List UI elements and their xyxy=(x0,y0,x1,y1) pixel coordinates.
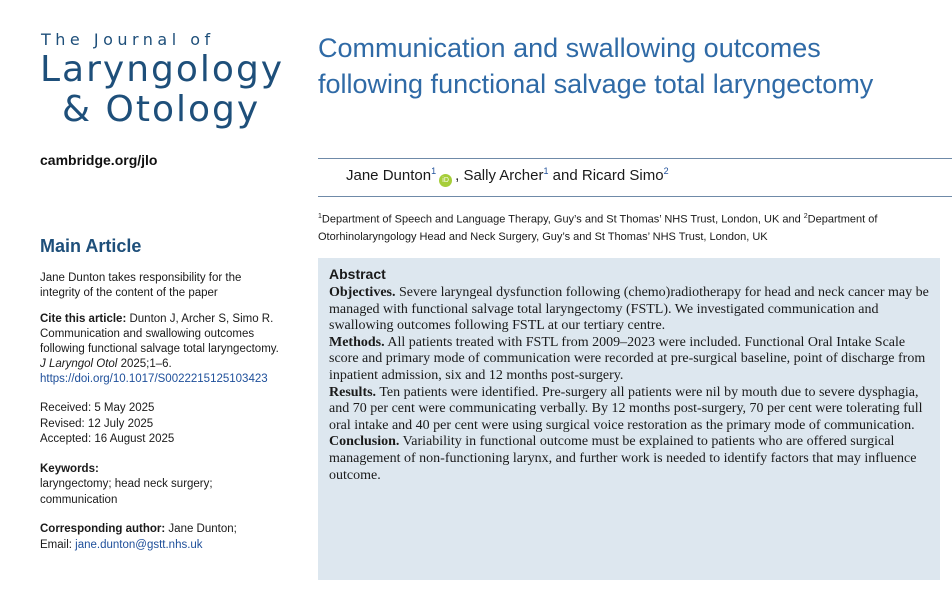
abstract-box xyxy=(318,258,940,580)
cite-label: Cite this article: xyxy=(40,313,127,325)
author-separator: and xyxy=(548,167,582,184)
objectives-label: Objectives. xyxy=(329,285,396,300)
journal-logo xyxy=(40,30,290,130)
conclusion-label: Conclusion. xyxy=(329,434,400,450)
corr-label: Corresponding author: xyxy=(40,523,166,535)
author-affil-sup: 2 xyxy=(663,166,669,176)
article-section: Main Article xyxy=(40,236,142,256)
affiliation-2: Department of Otorhinolaryngology Head and Neck Surgery, Guy’s and St Thomas’ NHS Trust, London, UK xyxy=(318,213,878,243)
article-header xyxy=(318,30,952,483)
cite-text: Dunton J, Archer S, Simo R. Communication and swallowing outcomes following functional salvage total laryngectomy. xyxy=(40,313,279,355)
citation xyxy=(40,312,285,387)
cite-journal: J Laryngol Otol xyxy=(40,358,118,370)
abstract-conclusion xyxy=(329,434,930,484)
methods-text: All patients treated with FSTL from 2009–2023 were included. Functional Oral Intake Scale score and primary mode of communication were recorded at pre-surgical baseline, point of discharge from inpatient admission, six and 12 months post-surgery. xyxy=(329,334,926,383)
article-title: Communication and swallowing outcomes following functional salvage total laryngectomy xyxy=(318,33,874,99)
author-name: Ricard Simo xyxy=(581,167,664,184)
journal-name-line2: & Otology xyxy=(62,89,261,130)
abstract-results xyxy=(329,385,930,435)
orcid-icon[interactable]: iD xyxy=(439,174,452,187)
doi-link[interactable]: https://doi.org/10.1017/S0022215125103423 xyxy=(40,373,268,385)
revised-date: Revised: 12 July 2025 xyxy=(40,417,154,430)
results-text: Ten patients were identified. Pre-surgery all patients were nil by mouth due to severe dysphagia, and 70 per cent were communicating verbally. By 12 months post-surgery, 70 per cent were tolerating full oral intake and 40 per cent were using surgical voice restoration as the primary mode of communication. xyxy=(329,384,923,433)
keywords-list: laryngectomy; head neck surgery; communication xyxy=(40,478,213,506)
affiliation-1: Department of Speech and Language Therapy, Guy’s and St Thomas’ NHS Trust, London, UK and xyxy=(321,213,804,226)
title-divider xyxy=(318,158,952,159)
affiliations xyxy=(318,208,952,246)
abstract-body xyxy=(329,285,930,484)
responsibility-note: Jane Dunton takes responsibility for the integrity of the content of the paper xyxy=(40,272,242,299)
authors-divider xyxy=(318,196,952,197)
abstract-objectives xyxy=(329,285,930,335)
accepted-date: Accepted: 16 August 2025 xyxy=(40,433,175,445)
corresponding-author xyxy=(40,522,290,553)
keywords xyxy=(40,462,290,509)
author-name: Sally Archer xyxy=(463,167,544,184)
sidebar xyxy=(40,30,290,553)
affil-sup: 1 xyxy=(318,213,322,220)
corr-name: Jane Dunton; xyxy=(168,523,237,535)
author-name: Jane Dunton xyxy=(346,167,432,184)
author-separator: , xyxy=(455,167,464,184)
email-label: Email: xyxy=(40,538,72,551)
conclusion-text: Variability in functional outcome must be explained to patients who are offered surgical management of non-functioning larynx, and further work is needed to identify factors that may influence outcome. xyxy=(329,434,917,483)
cite-tail: 2025;1–6. xyxy=(120,358,172,370)
received-date: Received: 5 May 2025 xyxy=(40,402,155,414)
author-list xyxy=(346,166,669,187)
article-dates xyxy=(40,401,290,448)
abstract-methods xyxy=(329,335,930,385)
email-link[interactable]: jane.dunton@gstt.nhs.uk xyxy=(75,538,203,551)
abstract-heading: Abstract xyxy=(329,266,386,282)
journal-name-line1: Laryngology xyxy=(40,49,285,90)
author-affil-sup: 1 xyxy=(543,166,549,176)
results-label: Results. xyxy=(329,384,377,400)
affil-sup: 2 xyxy=(803,213,808,220)
methods-label: Methods. xyxy=(329,334,385,350)
author-affil-sup: 1 xyxy=(431,166,437,176)
objectives-text: Severe laryngeal dysfunction following (chemo)radiotherapy for head and neck cancer may be managed with functional salvage total laryngectomy (FSTL). We investigated communication and swallowing outcomes following FSTL at our tertiary centre. xyxy=(329,285,929,334)
journal-site[interactable]: cambridge.org/jlo xyxy=(40,152,158,168)
journal-name-top: The Journal of xyxy=(41,30,215,49)
keywords-label: Keywords: xyxy=(40,462,99,475)
